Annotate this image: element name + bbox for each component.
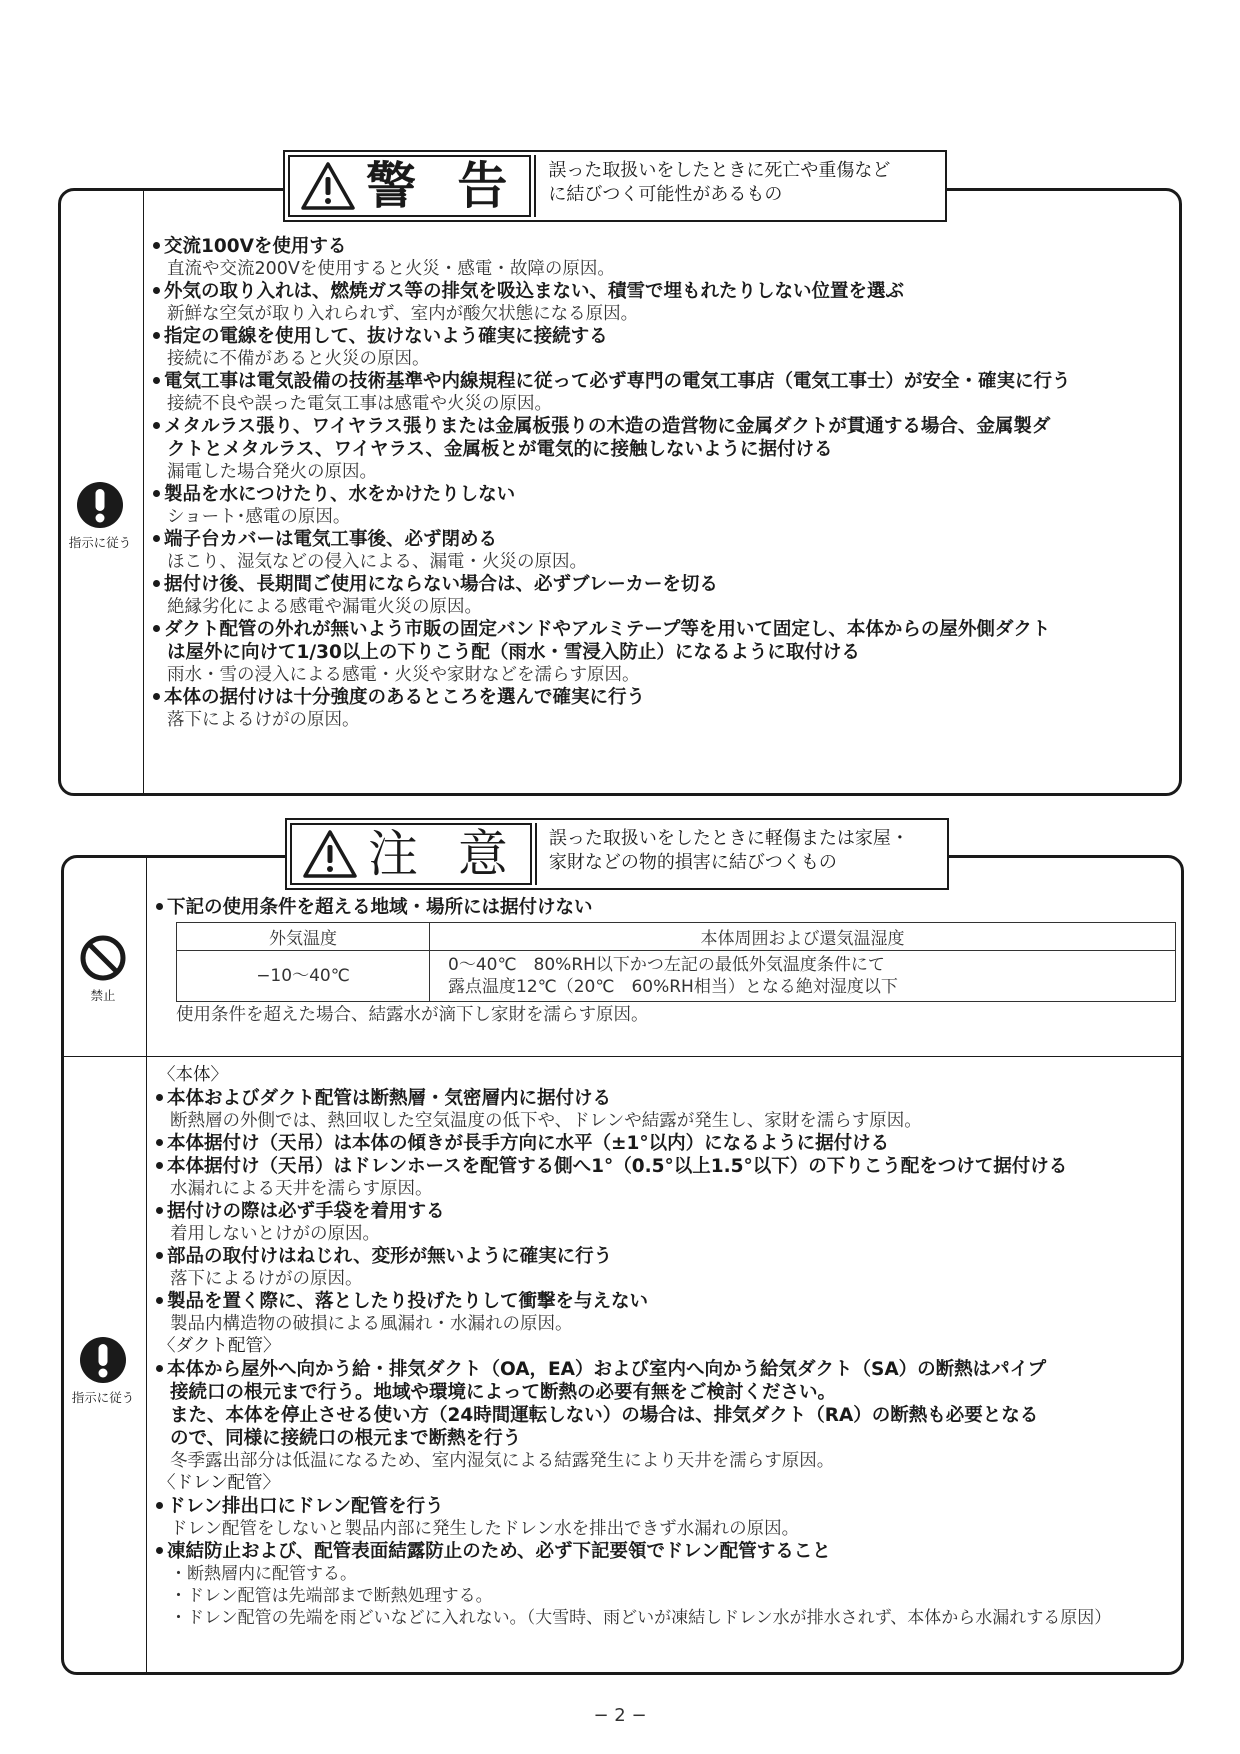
instruction-item: 据付け後、長期間ご使用にならない場合は、必ずブレーカーを切る [153,573,1179,596]
instruction-item: ドレン排出口にドレン配管を行う [156,1495,1181,1518]
prohibit-icon-label: 禁止 [90,988,116,1003]
caution-description-line-1: 誤った取扱いをしたときに軽傷または家屋・ [548,828,909,849]
prohibition-icon [79,934,127,982]
bullet-icon [156,1094,163,1101]
exclamation-circle-icon [76,481,124,529]
reason-text: 落下によるけがの原因。 [167,710,360,730]
instruction-item: 部品の取付けはねじれ、変形が無いように確実に行う [156,1245,1181,1268]
instruction-item: 据付けの際は必ず手袋を着用する [156,1200,1181,1223]
instruction-item: 本体の据付けは十分強度のあるところを選んで確実に行う [153,686,1179,709]
bullet-icon [156,1297,163,1304]
section-heading: 〈本体〉 [158,1065,228,1085]
instruction-item: 交流100Vを使用する [153,235,1179,258]
table-header-outdoor-temp: 外気温度 [177,923,430,951]
sub-item: ・ドレン配管の先端を雨どいなどに入れない。（大雪時、雨どいが凍結しドレン水が排水されず、本体から水漏れする原因） [170,1608,1112,1628]
instruction-item: 凍結防止および、配管表面結露防止のため、必ず下記要領でドレン配管すること [156,1540,1181,1563]
warning-description [534,155,900,217]
reason-text: 接続に不備があると火災の原因。 [167,349,430,369]
warning-icon-label: 指示に従う [68,535,132,550]
bullet-icon [153,422,160,429]
bullet-icon [156,1207,163,1214]
instruction-item: 本体据付け（天吊）は本体の傾きが長手方向に水平（±1°以内）になるように据付ける [156,1132,1181,1155]
instruction-item-continued: また、本体を停止させる使い方（24時間運転しない）の場合は、排気ダクト（RA）の断熱も必要となる [170,1405,1039,1426]
caution-header [285,818,949,890]
reason-text: 着用しないとけがの原因。 [170,1224,380,1244]
instruction-item: 端子台カバーは電気工事後、必ず閉める [153,528,1179,551]
usage-conditions-table [176,922,1176,1002]
reason-text: 断熱層の外側では、熱回収した空気温度の低下や、ドレンや結露が発生し、家財を濡らす原因。 [170,1111,922,1131]
bullet-icon [156,1547,163,1554]
bullet-icon [153,287,160,294]
instruction-item: 本体据付け（天吊）はドレンホースを配管する側へ1°（0.5°以上1.5°以下）の下りこう配をつけて据付ける [156,1155,1181,1178]
caution-title-box [290,823,532,885]
prohibit-icon-box [64,934,142,1004]
reason-text: 接続不良や誤った電気工事は感電や火災の原因。 [167,394,552,414]
prohibit-content [156,896,1181,1026]
bullet-icon [156,1502,163,1509]
warning-instruction-icon-box [61,481,139,551]
warning-triangle-icon [300,161,356,211]
bullet-icon [153,693,160,700]
reason-text: ドレン配管をしないと製品内部に発生したドレン水を排出できず水漏れの原因。 [170,1519,800,1539]
warning-title: 警 告 [366,157,520,215]
instruction-item: メタルラス張り、ワイヤラス張りまたは金属板張りの木造の造営物に金属ダクトが貫通する場合、金属製ダ [153,415,1179,438]
reason-text: 水漏れによる天井を濡らす原因。 [170,1179,433,1199]
warning-description-line-1: 誤った取扱いをしたときに死亡や重傷など [548,160,891,181]
warning-frame [58,188,1182,796]
warning-header [283,150,947,222]
sub-item: ・ドレン配管は先端部まで断熱処理する。 [170,1586,493,1606]
reason-text: 漏電した場合発火の原因。 [167,462,377,482]
bullet-icon [156,1252,163,1259]
reason-text: 絶縁劣化による感電や漏電火災の原因。 [167,597,482,617]
page-number: − 2 − [593,1705,647,1726]
table-cell-indoor-conditions: 0〜40℃ 80%RH以下かつ左記の最低外気温度条件にて 露点温度12℃（20℃ 60%RH相当）となる絶対湿度以下 [430,951,1176,1002]
reason-text: 冬季露出部分は低温になるため、室内湿気による結露発生により天井を濡らす原因。 [170,1451,835,1471]
instruction-item-continued: ので、同様に接続口の根元まで断熱を行う [170,1428,522,1449]
reason-text: 直流や交流200Vを使用すると火災・感電・故障の原因。 [167,259,615,279]
caution-divider [64,1056,1181,1057]
caution-icon-label: 指示に従う [71,1390,135,1405]
instruction-item: 製品を置く際に、落としたり投げたりして衝撃を与えない [156,1290,1181,1313]
warning-triangle-icon [302,829,358,879]
bullet-icon [153,377,160,384]
sub-item: ・断熱層内に配管する。 [170,1564,357,1584]
instruction-item: 製品を水につけたり、水をかけたりしない [153,483,1179,506]
reason-text: 製品内構造物の破損による風漏れ・水漏れの原因。 [170,1314,573,1334]
section-heading: 〈ドレン配管〉 [158,1473,281,1493]
bullet-icon [153,535,160,542]
prohibit-reason: 使用条件を超えた場合、結露水が滴下し家財を濡らす原因。 [176,1005,649,1025]
caution-title: 注 意 [368,825,520,883]
reason-text: 新鮮な空気が取り入れられず、室内が酸欠状態になる原因。 [167,304,639,324]
reason-text: ショート･感電の原因。 [167,507,351,527]
caution-description-line-2: 家財などの物的損害に結びつくもの [548,852,837,873]
reason-text: 落下によるけがの原因。 [170,1269,363,1289]
instruction-item: 電気工事は電気設備の技術基準や内線規程に従って必ず専門の電気工事店（電気工事士）が安全・確実に行う [153,370,1179,393]
instruction-item-continued: クトとメタルラス、ワイヤラス、金属板とが電気的に接触しないように据付ける [167,439,833,460]
table-cell-outdoor-temp: −10〜40℃ [177,951,430,1002]
bullet-icon [156,1365,163,1372]
reason-text: ほこり、湿気などの侵入による、漏電・火災の原因。 [167,552,587,572]
caution-content [156,1064,1181,1629]
reason-text: 雨水・雪の浸入による感電・火災や家財などを濡らす原因。 [167,665,640,685]
caution-instruction-icon-box [64,1336,142,1406]
instruction-item-continued: は屋外に向けて1/30以上の下りこう配（雨水・雪浸入防止）になるように取付ける [167,642,860,663]
bullet-icon [153,242,160,249]
instruction-item: 本体から屋外へ向かう給・排気ダクト（OA，EA）および室内へ向かう給気ダクト（SA）の断熱はパイプ [156,1358,1181,1381]
bullet-icon [153,580,160,587]
bullet-icon [153,490,160,497]
bullet-icon [153,625,160,632]
warning-title-box [288,155,531,217]
caution-description [535,823,919,885]
warning-content [153,235,1179,731]
section-heading: 〈ダクト配管〉 [158,1336,281,1356]
instruction-item: ダクト配管の外れが無いよう市販の固定バンドやアルミテープ等を用いて固定し、本体からの屋外側ダクト [153,618,1179,641]
caution-frame [61,855,1184,1675]
instruction-item: 本体およびダクト配管は断熱層・気密層内に据付ける [156,1087,1181,1110]
instruction-item-continued: 接続口の根元まで行う。地域や環境によって断熱の必要有無をご検討ください。 [170,1382,837,1403]
warning-description-line-2: に結びつく可能性があるもの [548,184,783,205]
instruction-item: 指定の電線を使用して、抜けないよう確実に接続する [153,325,1179,348]
prohibit-heading: 下記の使用条件を超える地域・場所には据付けない [156,896,1181,919]
exclamation-circle-icon [79,1336,127,1384]
bullet-icon [156,1139,163,1146]
bullet-icon [156,1162,163,1169]
instruction-item: 外気の取り入れは、燃焼ガス等の排気を吸込まない、積雪で埋もれたりしない位置を選ぶ [153,280,1179,303]
bullet-icon [153,332,160,339]
table-header-indoor-conditions: 本体周囲および還気温湿度 [430,923,1176,951]
